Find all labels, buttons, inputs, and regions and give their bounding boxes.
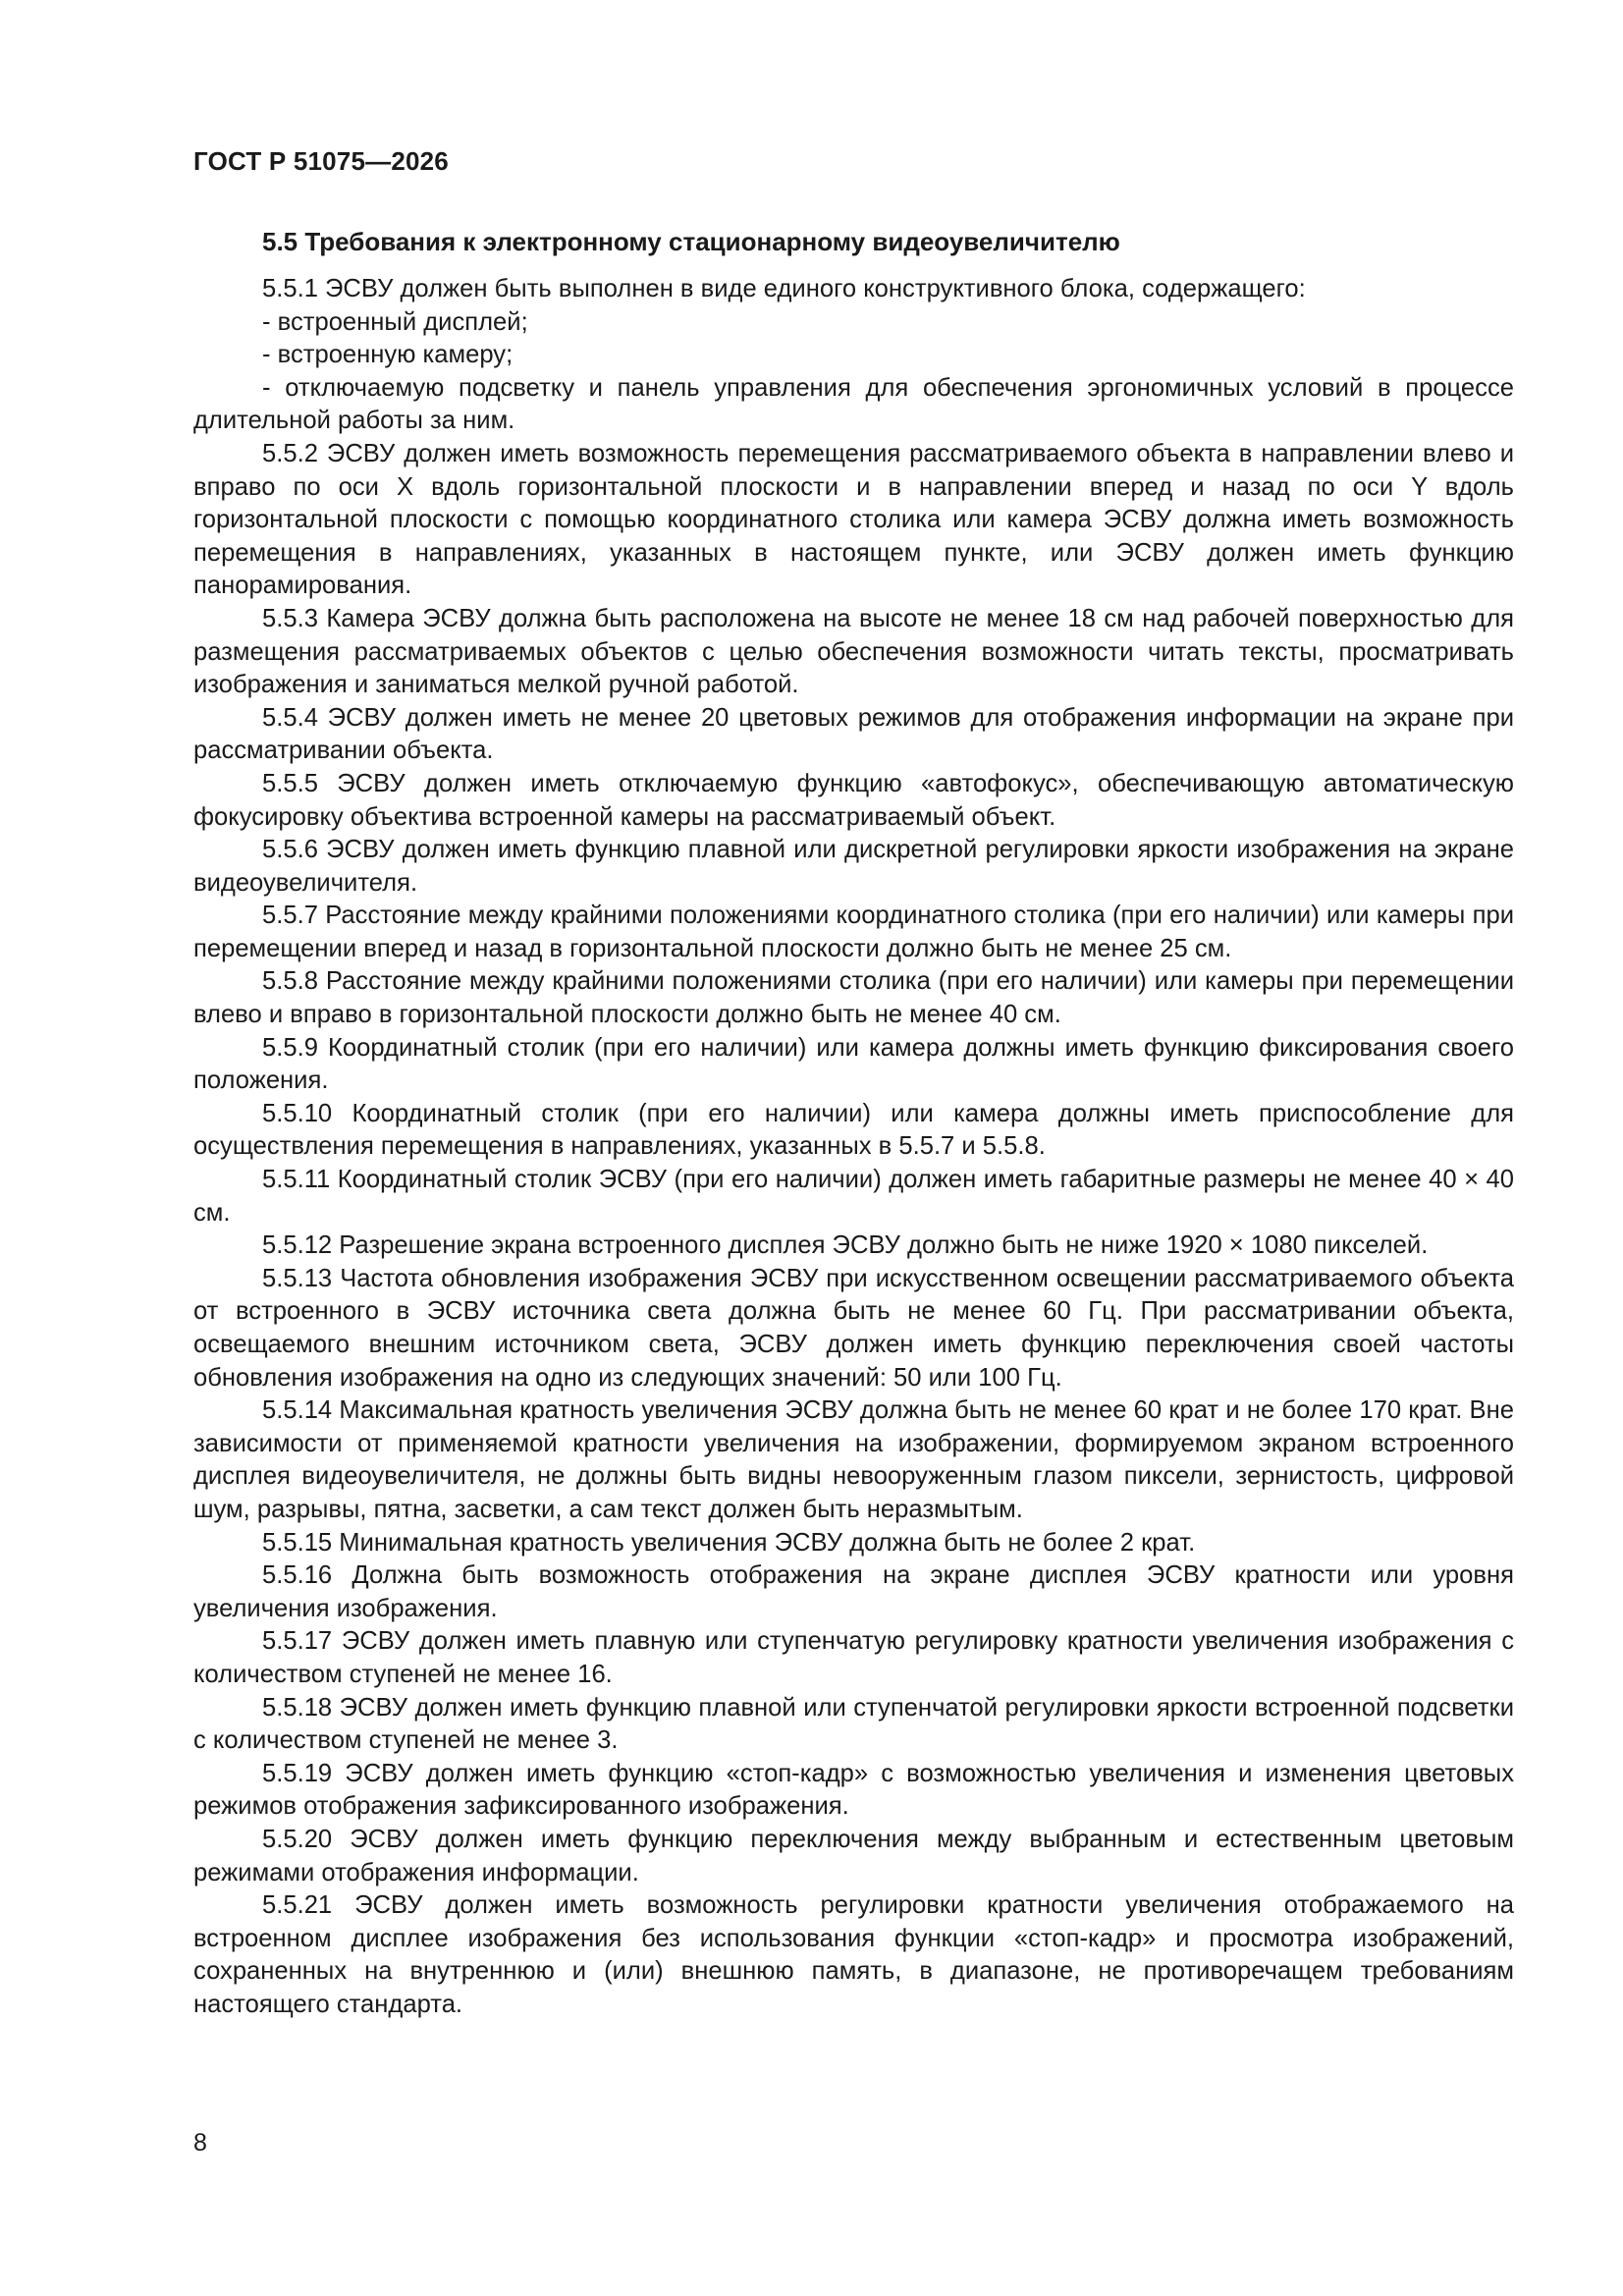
paragraph: 5.5.15 Минимальная кратность увеличения ЭСВУ должна быть не более 2 крат.: [262, 1528, 1196, 1557]
paragraph: 5.5.16 Должна быть возможность отображения на экране дисплея ЭСВУ кратности или уровня увеличения изображения.: [193, 1561, 1514, 1622]
paragraph: 5.5.2 ЭСВУ должен иметь возможность перемещения рассматриваемого объекта в направлении влево и вправо по оси X вдоль горизонтальной плоскости и в направлении вперед и назад по оси Y вдоль горизонтальной плоскости с помощью координатного столика или камера ЭСВУ должна иметь возможность перемещения в направлениях, указанных в настоящем пункте, или ЭСВУ должен иметь функцию панорамирования.: [193, 439, 1514, 600]
paragraph: 5.5.6 ЭСВУ должен иметь функцию плавной или дискретной регулировки яркости изображения на экране видеоувеличителя.: [193, 836, 1514, 897]
paragraph: 5.5.17 ЭСВУ должен иметь плавную или ступенчатую регулировку кратности увеличения изображения с количеством ступеней не менее 16.: [193, 1627, 1514, 1688]
paragraph: 5.5.14 Максимальная кратность увеличения ЭСВУ должна быть не менее 60 крат и не более 170 крат. Вне зависимости от применяемой кратности увеличения на изображении, формируемом экраном встроенного дисплея видеоувеличителя, не должны быть видны невооруженным глазом пиксели, зернистость, цифровой шум, разрывы, пятна, засветки, а сам текст должен быть неразмытым.: [193, 1396, 1514, 1523]
section-heading: 5.5 Требования к электронному стационарному видеоувеличителю: [262, 227, 1120, 256]
paragraph: 5.5.8 Расстояние между крайними положениями столика (при его наличии) или камеры при перемещении влево и вправо в горизонтальной плоскости должно быть не менее 40 см.: [193, 967, 1514, 1029]
paragraph: 5.5.1 ЭСВУ должен быть выполнен в виде единого конструктивного блока, содержащего:: [262, 275, 1306, 302]
paragraph: 5.5.7 Расстояние между крайними положениями координатного столика (при его наличии) или камеры при перемещении вперед и назад в горизонтальной плоскости должно быть не менее 25 см.: [193, 902, 1514, 962]
paragraph: 5.5.10 Координатный столик (при его наличии) или камера должны иметь приспособление для осуществления перемещения в направлениях, указанных в 5.5.7 и 5.5.8.: [193, 1099, 1514, 1161]
paragraph-list: [193, 273, 1514, 2021]
paragraph: 5.5.9 Координатный столик (при его наличии) или камера должны иметь функцию фиксирования своего положения.: [193, 1033, 1514, 1095]
paragraph: 5.5.20 ЭСВУ должен иметь функцию переключения между выбранным и естественным цветовым режимами отображения информации.: [193, 1825, 1514, 1886]
page-number: 8: [193, 2129, 207, 2157]
paragraph: 5.5.13 Частота обновления изображения ЭСВУ при искусственном освещении рассматриваемого объекта от встроенного в ЭСВУ источника света должна быть не менее 60 Гц. При рассматривании объекта, освещаемого внешним источником света, ЭСВУ должен иметь функцию переключения своей частоты обновления изображения на одно из следующих значений: 50 или 100 Гц.: [193, 1264, 1514, 1392]
list-item: - встроенный дисплей;: [262, 307, 528, 336]
paragraph: 5.5.4 ЭСВУ должен иметь не менее 20 цветовых режимов для отображения информации на экране при рассматривании объекта.: [193, 703, 1514, 765]
paragraph: - отключаемую подсветку и панель управления для обеспечения эргономичных условий в процессе длительной работы за ним.: [193, 373, 1514, 435]
document-id-header: ГОСТ Р 51075—2026: [193, 146, 449, 176]
paragraph: 5.5.21 ЭСВУ должен иметь возможность регулировки кратности увеличения отображаемого на встроенном дисплее изображения без использования функции «стоп-кадр» и просмотра изображений, сохраненных на внутреннюю и (или) внешнюю память, в диапазоне, не противоречащем требованиям настоящего стандарта.: [193, 1891, 1514, 2018]
paragraph: 5.5.19 ЭСВУ должен иметь функцию «стоп-кадр» с возможностью увеличения и изменения цветовых режимов отображения зафиксированного изображения.: [193, 1759, 1514, 1821]
document-body: [193, 224, 1514, 2021]
paragraph: 5.5.3 Камера ЭСВУ должна быть расположена на высоте не менее 18 см над рабочей поверхностью для размещения рассматриваемых объектов с целью обеспечения возможности читать тексты, просматривать изображения и заниматься мелкой ручной работой.: [193, 604, 1514, 699]
paragraph: 5.5.12 Разрешение экрана встроенного дисплея ЭСВУ должно быть не ниже 1920 × 1080 пикселей.: [262, 1231, 1429, 1260]
paragraph: 5.5.5 ЭСВУ должен иметь отключаемую функцию «автофокус», обеспечивающую автоматическую фокусировку объектива встроенной камеры на рассматриваемый объект.: [193, 769, 1514, 831]
paragraph: 5.5.11 Координатный столик ЭСВУ (при его наличии) должен иметь габаритные размеры не менее 40 × 40 см.: [193, 1166, 1514, 1227]
list-item: - встроенную камеру;: [262, 341, 514, 369]
paragraph: 5.5.18 ЭСВУ должен иметь функцию плавной или ступенчатой регулировки яркости встроенной подсветки с количеством ступеней не менее 3.: [193, 1693, 1514, 1755]
